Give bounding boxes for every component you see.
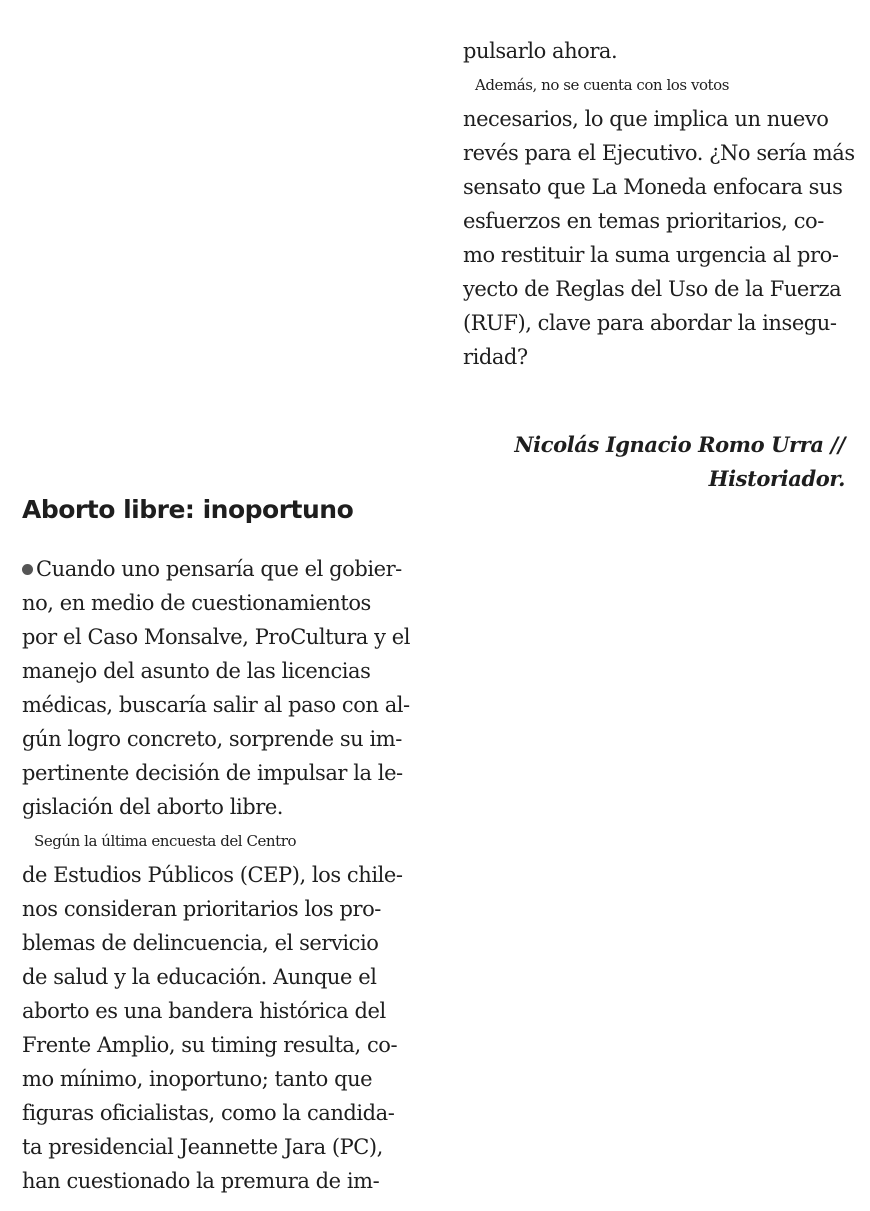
text-line: de Estudios Públicos (CEP), los chile-	[22, 863, 403, 887]
text-line: pulsarlo ahora.	[463, 39, 618, 63]
text-line: esfuerzos en temas prioritarios, co-	[463, 209, 824, 233]
text-line: de salud y la educación. Aunque el	[22, 965, 377, 989]
text-line-content: Cuando uno pensaría que el gobier-	[36, 557, 402, 581]
text-line: Según la última encuesta del Centro	[34, 832, 297, 850]
text-line: necesarios, lo que implica un nuevo	[463, 107, 829, 131]
text-line: ridad?	[463, 345, 528, 369]
letter-body	[22, 552, 414, 1198]
text-line: gislación del aborto libre.	[22, 795, 284, 819]
author-signature	[514, 428, 845, 496]
author-name: Nicolás Ignacio Romo Urra //	[514, 432, 845, 457]
text-line: manejo del asunto de las licencias	[22, 659, 371, 683]
text-line: blemas de delincuencia, el servicio	[22, 931, 379, 955]
text-line: ta presidencial Jeannette Jara (PC),	[22, 1135, 383, 1159]
text-line: sensato que La Moneda enfocara sus	[463, 175, 843, 199]
bullet-icon	[22, 564, 33, 575]
text-line: pertinente decisión de impulsar la le-	[22, 761, 403, 785]
letter-headline: Aborto libre: inoportuno	[22, 495, 354, 524]
text-line: figuras oficialistas, como la candida-	[22, 1101, 395, 1125]
text-line: no, en medio de cuestionamientos	[22, 591, 371, 615]
text-line: Además, no se cuenta con los votos	[475, 76, 729, 94]
text-line: (RUF), clave para abordar la insegu-	[463, 311, 837, 335]
text-line: nos consideran prioritarios los pro-	[22, 897, 381, 921]
text-line: por el Caso Monsalve, ProCultura y el	[22, 625, 410, 649]
text-line: aborto es una bandera histórica del	[22, 999, 386, 1023]
text-line: revés para el Ejecutivo. ¿No sería más	[463, 141, 855, 165]
text-line: han cuestionado la premura de im-	[22, 1169, 380, 1193]
text-line: gún logro concreto, sorprende su im-	[22, 727, 402, 751]
author-title: Historiador.	[708, 466, 845, 491]
previous-letter-column	[463, 34, 855, 491]
text-line	[22, 552, 414, 586]
previous-letter-body	[463, 34, 855, 374]
letter-column	[22, 490, 414, 1198]
text-line: mo restituir la suma urgencia al pro-	[463, 243, 839, 267]
text-line: Frente Amplio, su timing resulta, co-	[22, 1033, 398, 1057]
text-line: yecto de Reglas del Uso de la Fuerza	[463, 277, 842, 301]
text-line: mo mínimo, inoportuno; tanto que	[22, 1067, 373, 1091]
text-line: médicas, buscaría salir al paso con al-	[22, 693, 410, 717]
